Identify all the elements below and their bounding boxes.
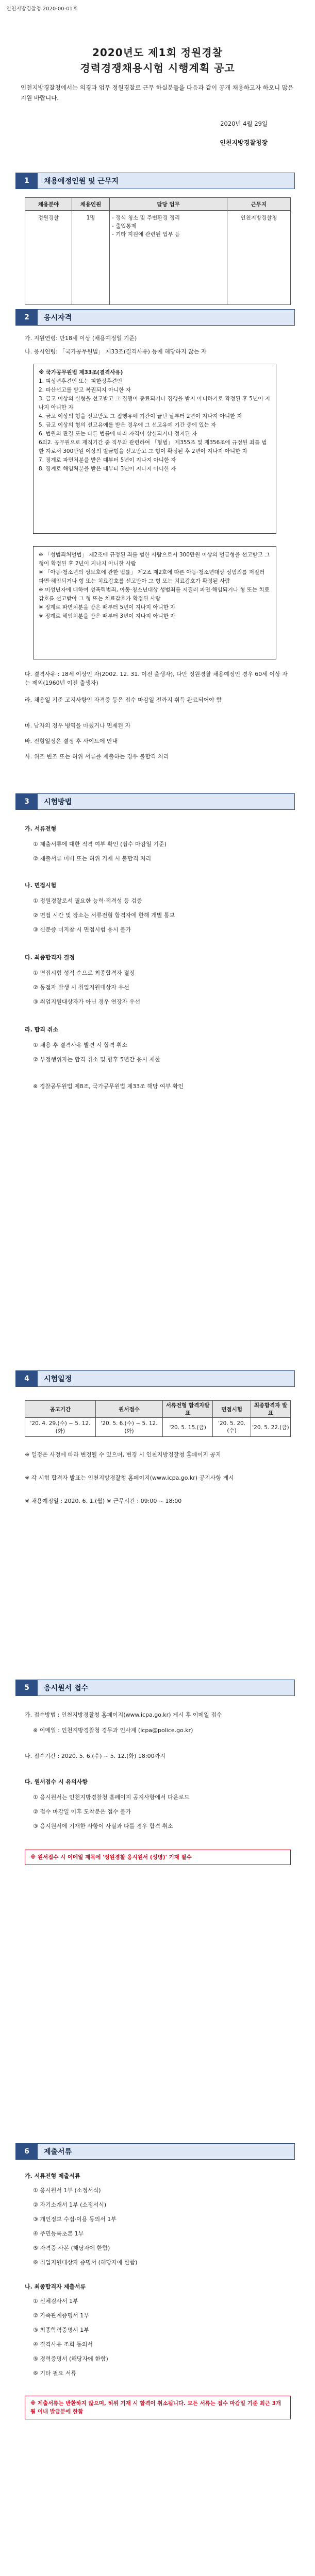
s3-item: 다. 최종합격자 결정 [25, 954, 75, 961]
section-1-header [15, 173, 295, 189]
box1-line: 6. 법원의 판결 또는 다른 법률에 따라 자격이 상실되거나 정지된 자 [39, 431, 197, 437]
table-cell: '20. 5. 6.(수) ~ 5. 12.(화) [95, 1418, 162, 1437]
section-2-number: 2 [16, 310, 38, 325]
section-3-label: 시험방법 [44, 798, 72, 806]
s3-item: ① 면접시험 성적 순으로 최종합격자 결정 [33, 970, 135, 976]
box2-line: ※ 「성범죄처벌법」 제2조에 규정된 죄를 범한 사람으로서 300만원 이상의 벌금형을 선고받고 그 형이 확정된 후 2년이 지나지 아니한 사람 [39, 552, 270, 567]
s6-item: ⑤ 자격증 사본 (해당자에 한함) [33, 2245, 110, 2251]
s3-item: ② 부정행위자는 합격 취소 및 향후 5년간 응시 제한 [33, 1056, 160, 1063]
s4-note: ※ 채용예정일 : 2020. 6. 1.(월) ※ 근무시간 : 09:00 ~ 18:00 [25, 1498, 182, 1504]
table-cell: '20. 5. 20.(수) [213, 1418, 251, 1437]
page-header-text: 인천지방경찰청 2020-00-01호 [6, 6, 78, 12]
section-1-number: 1 [16, 173, 38, 189]
s2-after-4: 바. 전형일정은 결정 후 사이트에 안내 [25, 738, 118, 744]
section-1-label: 채용예정인원 및 근무지 [44, 177, 119, 185]
table-header-cell: 공고기간 [25, 1401, 96, 1418]
box1-line: 5. 금고 이상의 형의 선고유예를 받은 경우에 그 선고유예 기간 중에 있는 자 [39, 422, 217, 428]
s5-item: ② 접수 마감일 이후 도착분은 접수 불가 [33, 1808, 131, 1815]
section-5-header [15, 1680, 295, 1696]
s6-item: 나. 최종합격자 제출서류 [25, 2283, 86, 2290]
s5-item: 가. 접수방법 : 인천지방경찰청 홈페이지(www.icpa.go.kr) 게시 후 이메일 접수 [25, 1711, 222, 1718]
disqualification-box-1 [33, 364, 276, 534]
box2-line: ※ 「아동·청소년의 성보호에 관한 법률」 제2조 제2호에 따른 아동·청소년대상 성범죄를 저질러 파면·해임되거나 형 또는 치료감호를 선고받아 그 형 또는 치료감호가 확정된 사람 [39, 569, 265, 584]
section-3-header [15, 793, 295, 810]
s6-red-notice: ※ 제출서류는 반환하지 않으며, 허위 기재 시 합격이 취소됩니다. 모든 서류는 접수 마감일 기준 최근 3개월 이내 발급분에 한함 [25, 2396, 291, 2419]
section-6-number: 6 [16, 2144, 38, 2159]
s6-item: ⑤ 경력증명서 (해당자에 한함) [33, 2355, 108, 2362]
table-header-cell: 서류전형 합격자발표 [163, 1401, 213, 1418]
s6-item: ② 자기소개서 1부 (소정서식) [33, 2201, 107, 2208]
s6-item: ⑥ 기타 필요 서류 [33, 2370, 77, 2377]
s3-item: ③ 취업지원대상자가 아닌 경우 연장자 우선 [33, 998, 140, 1005]
s6-item: ③ 최종학력증명서 1부 [33, 2327, 89, 2333]
schedule-table [25, 1400, 291, 1437]
table-cell: '20. 5. 15.(금) [163, 1418, 213, 1437]
s3-item: 라. 합격 취소 [25, 1026, 58, 1033]
s3-item: ② 제출서류 미비 또는 허위 기재 시 불합격 처리 [33, 855, 152, 862]
table-cell-work: - 정식 청소 및 주변환경 정리 - 출입통제 - 기타 지원에 관련된 업무 등 [110, 211, 227, 305]
s3-item: ① 정원경찰로서 필요한 능력·적격성 등 검증 [33, 897, 142, 904]
s2-after-2: 라. 채용일 기준 고지사항인 자격증 등은 접수 마감일 전까지 취득 완료되어야 함 [25, 697, 222, 703]
section-4-label: 시험일정 [44, 1375, 72, 1383]
table-cell-count: 1명 [72, 211, 110, 305]
s6-item: ④ 결격사유 조회 동의서 [33, 2341, 93, 2348]
s2-after-1: 다. 결격사유 : 18세 이상인 자(2002. 12. 31. 이전 출생자), 다만 정원경찰 채용예정인 경우 60세 이상 자는 제외(1960년 이전 출생자) [25, 671, 288, 686]
title-line-2: 경력경쟁채용시험 시행계획 공고 [80, 62, 235, 74]
s6-item: ① 응시원서 1부 (소정서식) [33, 2187, 101, 2194]
schedule-table-header [25, 1401, 291, 1418]
section-6-label: 제출서류 [44, 2148, 72, 2156]
table-cell-field: 정원경찰 [25, 211, 72, 305]
title-line-1: 2020년도 제1회 정원경찰 [92, 46, 223, 59]
s4-note: ※ 일정은 사정에 따라 변경될 수 있으며, 변경 시 인천지방경찰청 홈페이지 공지 [25, 1451, 221, 1458]
table-header-cell: 채용인원 [72, 198, 110, 211]
box1-line: 7. 징계로 파면처분을 받은 때부터 5년이 지나지 아니한 자 [39, 457, 176, 463]
s6-item: ③ 개인정보 수집·이용 동의서 1부 [33, 2216, 117, 2223]
s5-red-notice: ※ 원서접수 시 이메일 제목에 '정원경찰 응시원서 (성명)' 기재 필수 [25, 1850, 291, 1865]
section-5-number: 5 [16, 1680, 38, 1696]
section-3-number: 3 [16, 794, 38, 809]
issuing-organization: 인천지방경찰청장 [220, 139, 268, 146]
section-6-header [15, 2143, 295, 2160]
table-header-cell: 담당 업무 [110, 198, 227, 211]
table-cell: '20. 5. 22.(금) [251, 1418, 290, 1437]
box1-line: 1. 피성년후견인 또는 피한정후견인 [39, 378, 123, 384]
s3-item: ③ 신분증 미지참 시 면접시험 응시 불가 [33, 926, 131, 933]
s6-item: 가. 서류전형 제출서류 [25, 2173, 80, 2179]
disqualification-box-2 [33, 546, 276, 659]
announcement-date: 2020년 4월 29일 [220, 120, 268, 127]
intro-paragraph: 인천지방경찰청에서는 의경과 업무 정원경찰로 근무 하실분들을 다음과 같이 공개 채용하고자 하오니 많은 지원 바랍니다. [21, 84, 294, 101]
s3-item: ① 제출서류에 대한 적격 여부 확인 (접수 마감일 기준) [33, 841, 167, 848]
box1-line: 6의2. 공무원으로 재직기간 중 직무와 관련하여 「형법」 제355조 및 제356조에 규정된 죄를 범한 자로서 300만원 이상의 벌금형을 선고받고 그 형이 확정된 후 2년이 지나지 아니한 자 [39, 439, 267, 454]
s6-item: ⑥ 취업지원대상자 증명서 (해당자에 한함) [33, 2259, 138, 2266]
s2-line-2: 나. 응시연령: 「국가공무원법」 제33조(결격사유) 등에 해당하지 않는 자 [25, 348, 207, 355]
s2-after-3: 마. 남자의 경우 병역을 마쳤거나 면제된 자 [25, 722, 131, 729]
box1-line: 3. 금고 이상의 실형을 선고받고 그 집행이 종료되거나 집행을 받지 아니하기로 확정된 후 5년이 지나지 아니한 자 [39, 396, 270, 411]
s3-item: ② 동점자 발생 시 취업지원대상자 우선 [33, 984, 129, 991]
s3-item: ※ 경찰공무원법 제8조, 국가공무원법 제33조 해당 여부 확인 [33, 1083, 184, 1090]
box1-line: 8. 징계로 해임처분을 받은 때부터 3년이 지나지 아니한 자 [39, 466, 176, 472]
table-cell: '20. 4. 29.(수) ~ 5. 12.(화) [25, 1418, 96, 1437]
s5-item: 다. 원서접수 시 유의사항 [25, 1778, 88, 1785]
s5-item: ③ 응시원서에 기재한 사항이 사실과 다를 경우 합격 취소 [33, 1823, 173, 1829]
s6-item: ① 신체검사서 1부 [33, 2298, 78, 2304]
s3-item: 가. 서류전형 [25, 825, 57, 832]
table-header-cell: 근무지 [227, 198, 291, 211]
section-4-number: 4 [16, 1371, 38, 1386]
s4-note: ※ 각 시험 합격자 발표는 인천지방경찰청 홈페이지(www.icpa.go.kr) 공지사항 게시 [25, 1475, 234, 1481]
box1-line: ※ 국가공무원법 제33조(결격사유) [39, 369, 123, 376]
recruitment-table [25, 197, 291, 305]
s2-line-1: 가. 지원연령: 만18세 이상 (채용예정일 기준) [25, 335, 137, 342]
table-row [25, 211, 291, 305]
section-2-header [15, 309, 295, 326]
s2-after-5: 사. 위조 변조 또는 허위 서류를 제출하는 경우 불합격 처리 [25, 753, 169, 760]
box2-line: ※ 미성년자에 대하여 성폭력범죄, 아동·청소년대상 성범죄를 저질러 파면·해임되거나 형 또는 치료감호를 선고받아 그 형 또는 치료감호가 확정된 사람 [39, 587, 270, 602]
table-header-cell: 면접시험 [213, 1401, 251, 1418]
table-cell-place: 인천지방경찰청 [227, 211, 291, 305]
recruitment-table-header [25, 198, 291, 211]
section-5-label: 응시원서 접수 [44, 1684, 89, 1692]
section-4-header [15, 1370, 295, 1387]
box1-line: 2. 파산선고를 받고 복권되지 아니한 자 [39, 387, 131, 393]
table-header-cell: 최종합격자 발표 [251, 1401, 290, 1418]
table-header-cell: 원서접수 [95, 1401, 162, 1418]
box2-line: ※ 징계로 파면처분을 받은 때부터 5년이 지나지 아니한 자 [39, 604, 176, 611]
table-row [25, 1418, 291, 1437]
s3-item: ① 채용 후 결격사유 발견 시 합격 취소 [33, 1042, 128, 1048]
section-2-label: 응시자격 [44, 314, 72, 322]
s3-item: 나. 면접시험 [25, 882, 57, 889]
box2-line: ※ 징계로 해임처분을 받은 때부터 3년이 지나지 아니한 자 [39, 613, 176, 619]
table-header-cell: 채용분야 [25, 198, 72, 211]
s3-item: ② 면접 시간 및 장소는 서류전형 합격자에 한해 개별 통보 [33, 912, 175, 919]
s5-item: ※ 이메일 : 인천지방경찰청 경무과 인사계 (icpa@police.go.kr) [33, 1727, 193, 1734]
box1-line: 4. 금고 이상의 형을 선고받고 그 집행유예 기간이 끝난 날부터 2년이 지나지 아니한 자 [39, 413, 242, 419]
s6-item: ④ 주민등록초본 1부 [33, 2230, 84, 2237]
s5-item: 나. 접수기간 : 2020. 5. 6.(수) ~ 5. 12.(화) 18:00까지 [25, 1753, 165, 1759]
s5-item: ① 응시원서는 인천지방경찰청 홈페이지 공지사항에서 다운로드 [33, 1794, 190, 1801]
s6-item: ② 가족관계증명서 1부 [33, 2312, 89, 2319]
